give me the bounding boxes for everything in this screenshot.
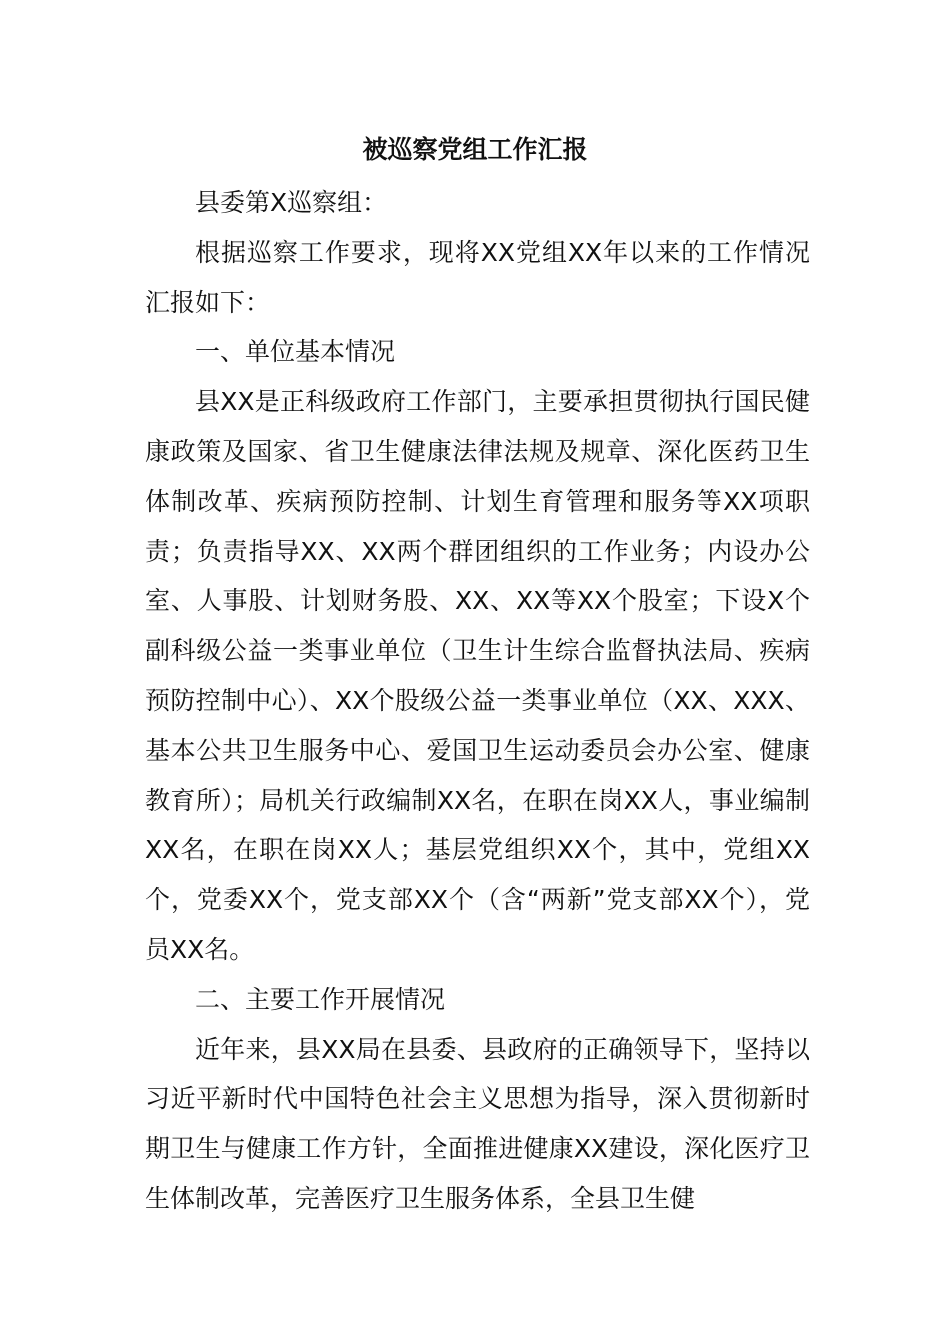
document-body [145, 178, 810, 1224]
basic-info-paragraph: 县XX是正科级政府工作部门，主要承担贯彻执行国民健康政策及国家、省卫生健康法律法规及规章、深化医药卫生体制改革、疾病预防控制、计划生育管理和服务等XX项职责；负责指导XX、XX两个群团组织的工作业务；内设办公室、人事股、计划财务股、XX、XX等XX个股室；下设X个副科级公益一类事业单位（卫生计生综合监督执法局、疾病预防控制中心）、XX个股级公益一类事业单位（XX、XXX、基本公共卫生服务中心、爱国卫生运动委员会办公室、健康教育所）；局机关行政编制XX名，在职在岗XX人，事业编制XX名，在职在岗XX人；基层党组织XX个，其中，党组XX个，党委XX个，党支部XX个（含“两新”党支部XX个），党员XX名。 [145, 387, 810, 964]
salutation: 县委第X巡察组： [195, 188, 388, 217]
work-overview-paragraph: 近年来，县XX局在县委、县政府的正确领导下，坚持以习近平新时代中国特色社会主义思想为指导，深入贯彻新时期卫生与健康工作方针，全面推进健康XX建设，深化医疗卫生体制改革，完善医疗卫生服务体系，全县卫生健 [145, 1034, 810, 1213]
document-title: 被巡察党组工作汇报 [362, 135, 588, 164]
section-heading-2: 二、主要工作开展情况 [195, 984, 446, 1014]
section-heading-1: 一、单位基本情况 [195, 337, 396, 367]
intro-paragraph: 根据巡察工作要求，现将XX党组XX年以来的工作情况汇报如下： [145, 237, 810, 317]
